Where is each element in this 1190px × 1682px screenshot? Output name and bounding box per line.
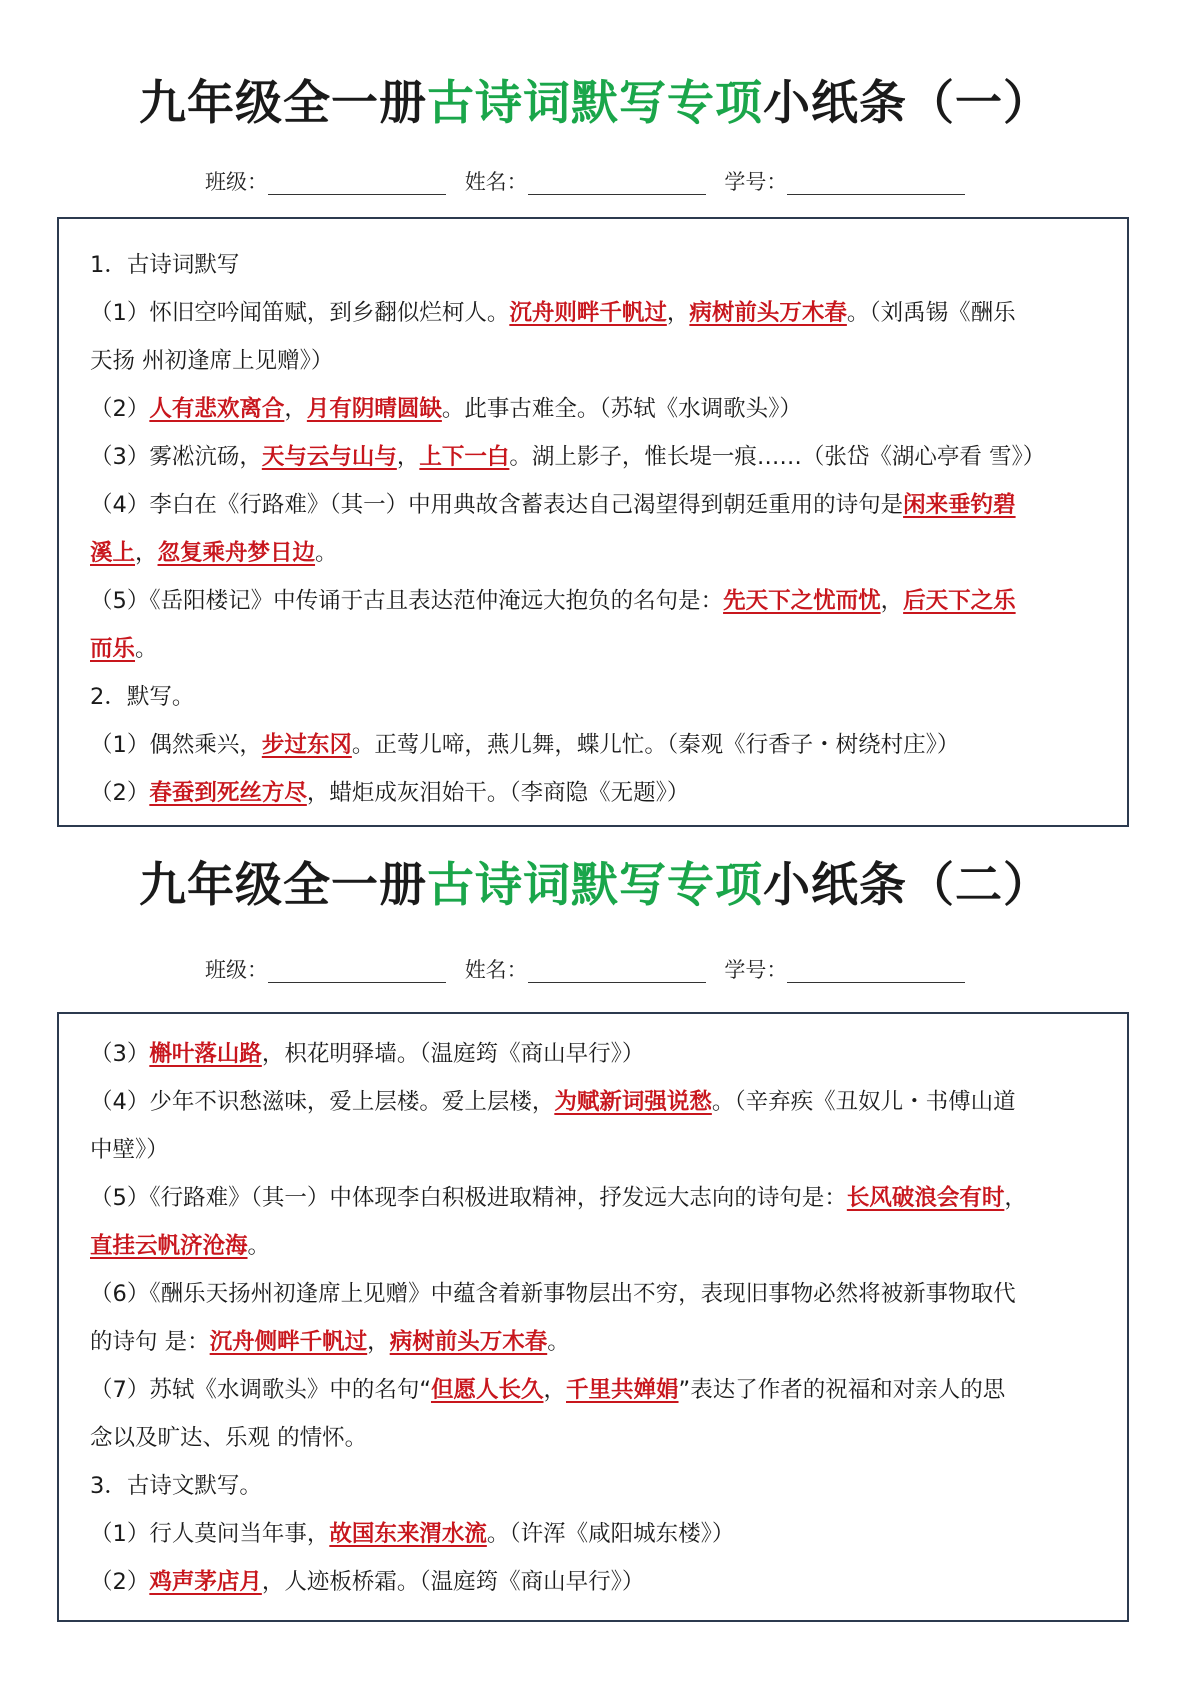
answer: 人有悲欢离合	[149, 396, 285, 422]
answer: 忽复乘舟梦日边	[157, 540, 316, 566]
answer: 先天下之忧而忧	[723, 588, 881, 614]
text: 。此事古难全。（苏轼《水调歌头》）	[441, 396, 802, 422]
question-line	[90, 529, 1110, 577]
answer: 但愿人长久	[430, 1377, 544, 1403]
id-blank[interactable]	[787, 170, 965, 195]
question-line	[90, 625, 1110, 673]
sheet-2-title	[0, 856, 1190, 916]
question-line	[90, 1558, 1110, 1606]
answer: 病树前头万木春	[389, 1329, 548, 1355]
text: （3）	[90, 1041, 150, 1067]
question-line	[90, 385, 1110, 433]
answer: 鸡声茅店月	[149, 1569, 262, 1595]
title-2-green: 古诗词默写专项	[427, 858, 763, 913]
class-blank[interactable]	[268, 170, 446, 195]
answer: 千里共婵娟	[566, 1377, 679, 1403]
text: 。（辛弃疾《丑奴儿・书傅山道	[711, 1089, 1016, 1115]
id-label: 学号：	[724, 170, 788, 194]
text: （7）苏轼《水调歌头》中的名句“	[90, 1377, 431, 1403]
text: 。	[547, 1329, 570, 1355]
answer: 闲来垂钓碧	[903, 492, 1016, 518]
text: 。（许浑《咸阳城东楼》）	[486, 1521, 735, 1547]
name-label: 姓名：	[464, 958, 528, 982]
sheet-2-info-row	[205, 950, 1005, 990]
question-line	[90, 1078, 1110, 1126]
id-blank[interactable]	[787, 958, 965, 983]
text: ，	[666, 300, 690, 326]
text: （2）	[90, 780, 150, 806]
section-heading	[90, 241, 1110, 289]
sheet-1-content	[90, 241, 1110, 817]
text: （1）行人莫问当年事，	[90, 1521, 330, 1547]
section-heading	[90, 673, 1110, 721]
answer: 后天下之乐	[903, 588, 1016, 614]
answer: 而乐	[90, 636, 136, 662]
class-blank[interactable]	[268, 958, 446, 983]
text: ，枳花明驿墙。（温庭筠《商山早行》）	[261, 1041, 645, 1067]
text: ，	[396, 444, 420, 470]
text: （5）《岳阳楼记》中传诵于古且表达范仲淹远大抱负的名句是：	[90, 588, 724, 614]
question-line	[90, 481, 1110, 529]
text: （1）偶然乘兴，	[90, 732, 262, 758]
text: （1）怀旧空吟闻笛赋，到乡翻似烂柯人。	[90, 300, 510, 326]
text: 天扬 州初逢席上见赠》）	[90, 348, 334, 374]
text: 。	[247, 1233, 271, 1259]
answer: 病树前头万木春	[689, 300, 847, 326]
text: ，	[1004, 1185, 1027, 1211]
question-line	[90, 1366, 1110, 1414]
text: ，	[135, 540, 158, 566]
text: （6）《酬乐天扬州初逢席上见赠》中蕴含着新事物层出不穷，表现旧事物必然将被新事物取代	[90, 1281, 1016, 1307]
question-line	[90, 577, 1110, 625]
answer: 上下一白	[419, 444, 510, 470]
answer: 槲叶落山路	[149, 1041, 262, 1067]
title-1-pre: 九年级全一册	[139, 76, 427, 131]
text: 。	[315, 540, 338, 566]
text: ，	[543, 1377, 567, 1403]
text: （2）	[90, 1569, 150, 1595]
text: 念以及旷达、乐观 的情怀。	[90, 1425, 368, 1451]
question-line	[90, 1510, 1110, 1558]
title-1-post: 小纸条（一）	[763, 76, 1051, 131]
answer: 春蚕到死丝方尽	[149, 780, 307, 806]
sheet-1-title	[0, 74, 1190, 134]
class-label: 班级：	[205, 170, 268, 194]
question-line	[90, 1318, 1110, 1366]
answer: 故国东来渭水流	[329, 1521, 487, 1547]
text: ，	[880, 588, 904, 614]
question-line	[90, 1414, 1110, 1462]
sheet-1-info-row	[205, 162, 1005, 202]
text: （2）	[90, 396, 150, 422]
answer: 月有阴晴圆缺	[306, 396, 442, 422]
name-blank[interactable]	[528, 958, 706, 983]
question-line	[90, 1030, 1110, 1078]
text: （3）雾凇沆砀，	[90, 444, 262, 470]
text: ，蜡炬成灰泪始干。（李商隐《无题》）	[306, 780, 690, 806]
name-label: 姓名：	[464, 170, 528, 194]
text: 2．默写。	[90, 684, 195, 710]
answer: 为赋新词强说愁	[554, 1089, 712, 1115]
title-1-green: 古诗词默写专项	[427, 76, 763, 131]
answer: 沉舟则畔千帆过	[509, 300, 667, 326]
text: ，	[367, 1329, 390, 1355]
text: 1．古诗词默写	[90, 252, 240, 278]
id-label: 学号：	[724, 958, 788, 982]
answer: 溪上	[90, 540, 136, 566]
question-line	[90, 769, 1110, 817]
answer: 长风破浪会有时	[846, 1185, 1005, 1211]
text: （4）李白在《行路难》（其一）中用典故含蓄表达自己渴望得到朝廷重用的诗句是	[90, 492, 904, 518]
title-2-post: 小纸条（二）	[763, 858, 1051, 913]
question-line	[90, 289, 1110, 337]
answer: 天与云与山与	[261, 444, 397, 470]
text: ，	[284, 396, 307, 422]
class-label: 班级：	[205, 958, 268, 982]
question-line	[90, 1174, 1110, 1222]
text: 。	[135, 636, 158, 662]
text: （4）少年不识愁滋味，爱上层楼。爱上层楼，	[90, 1089, 555, 1115]
answer: 沉舟侧畔千帆过	[209, 1329, 368, 1355]
question-line	[90, 433, 1110, 481]
text: （5）《行路难》（其一）中体现李白积极进取精神，抒发远大志向的诗句是：	[90, 1185, 847, 1211]
text: 。正莺儿啼，燕儿舞，蝶儿忙。（秦观《行香子・树绕村庄》）	[351, 732, 960, 758]
title-2-pre: 九年级全一册	[139, 858, 427, 913]
text: 。湖上影子，惟长堤一痕……（张岱《湖心亭看 雪》）	[509, 444, 1046, 470]
section-heading	[90, 1462, 1110, 1510]
text: 。（刘禹锡《酬乐	[846, 300, 1016, 326]
text: ，人迹板桥霜。（温庭筠《商山早行》）	[261, 1569, 645, 1595]
sheet-2-content	[90, 1030, 1110, 1606]
name-blank[interactable]	[528, 170, 706, 195]
question-line	[90, 721, 1110, 769]
text: 的诗句 是：	[90, 1329, 210, 1355]
answer: 步过东冈	[261, 732, 352, 758]
question-line	[90, 1270, 1110, 1318]
text: 中壁》）	[90, 1137, 169, 1163]
text: ”表达了作者的祝福和对亲人的思	[678, 1377, 1006, 1403]
question-line	[90, 337, 1110, 385]
answer: 直挂云帆济沧海	[90, 1233, 248, 1259]
question-line	[90, 1126, 1110, 1174]
text: 3．古诗文默写。	[90, 1473, 262, 1499]
question-line	[90, 1222, 1110, 1270]
